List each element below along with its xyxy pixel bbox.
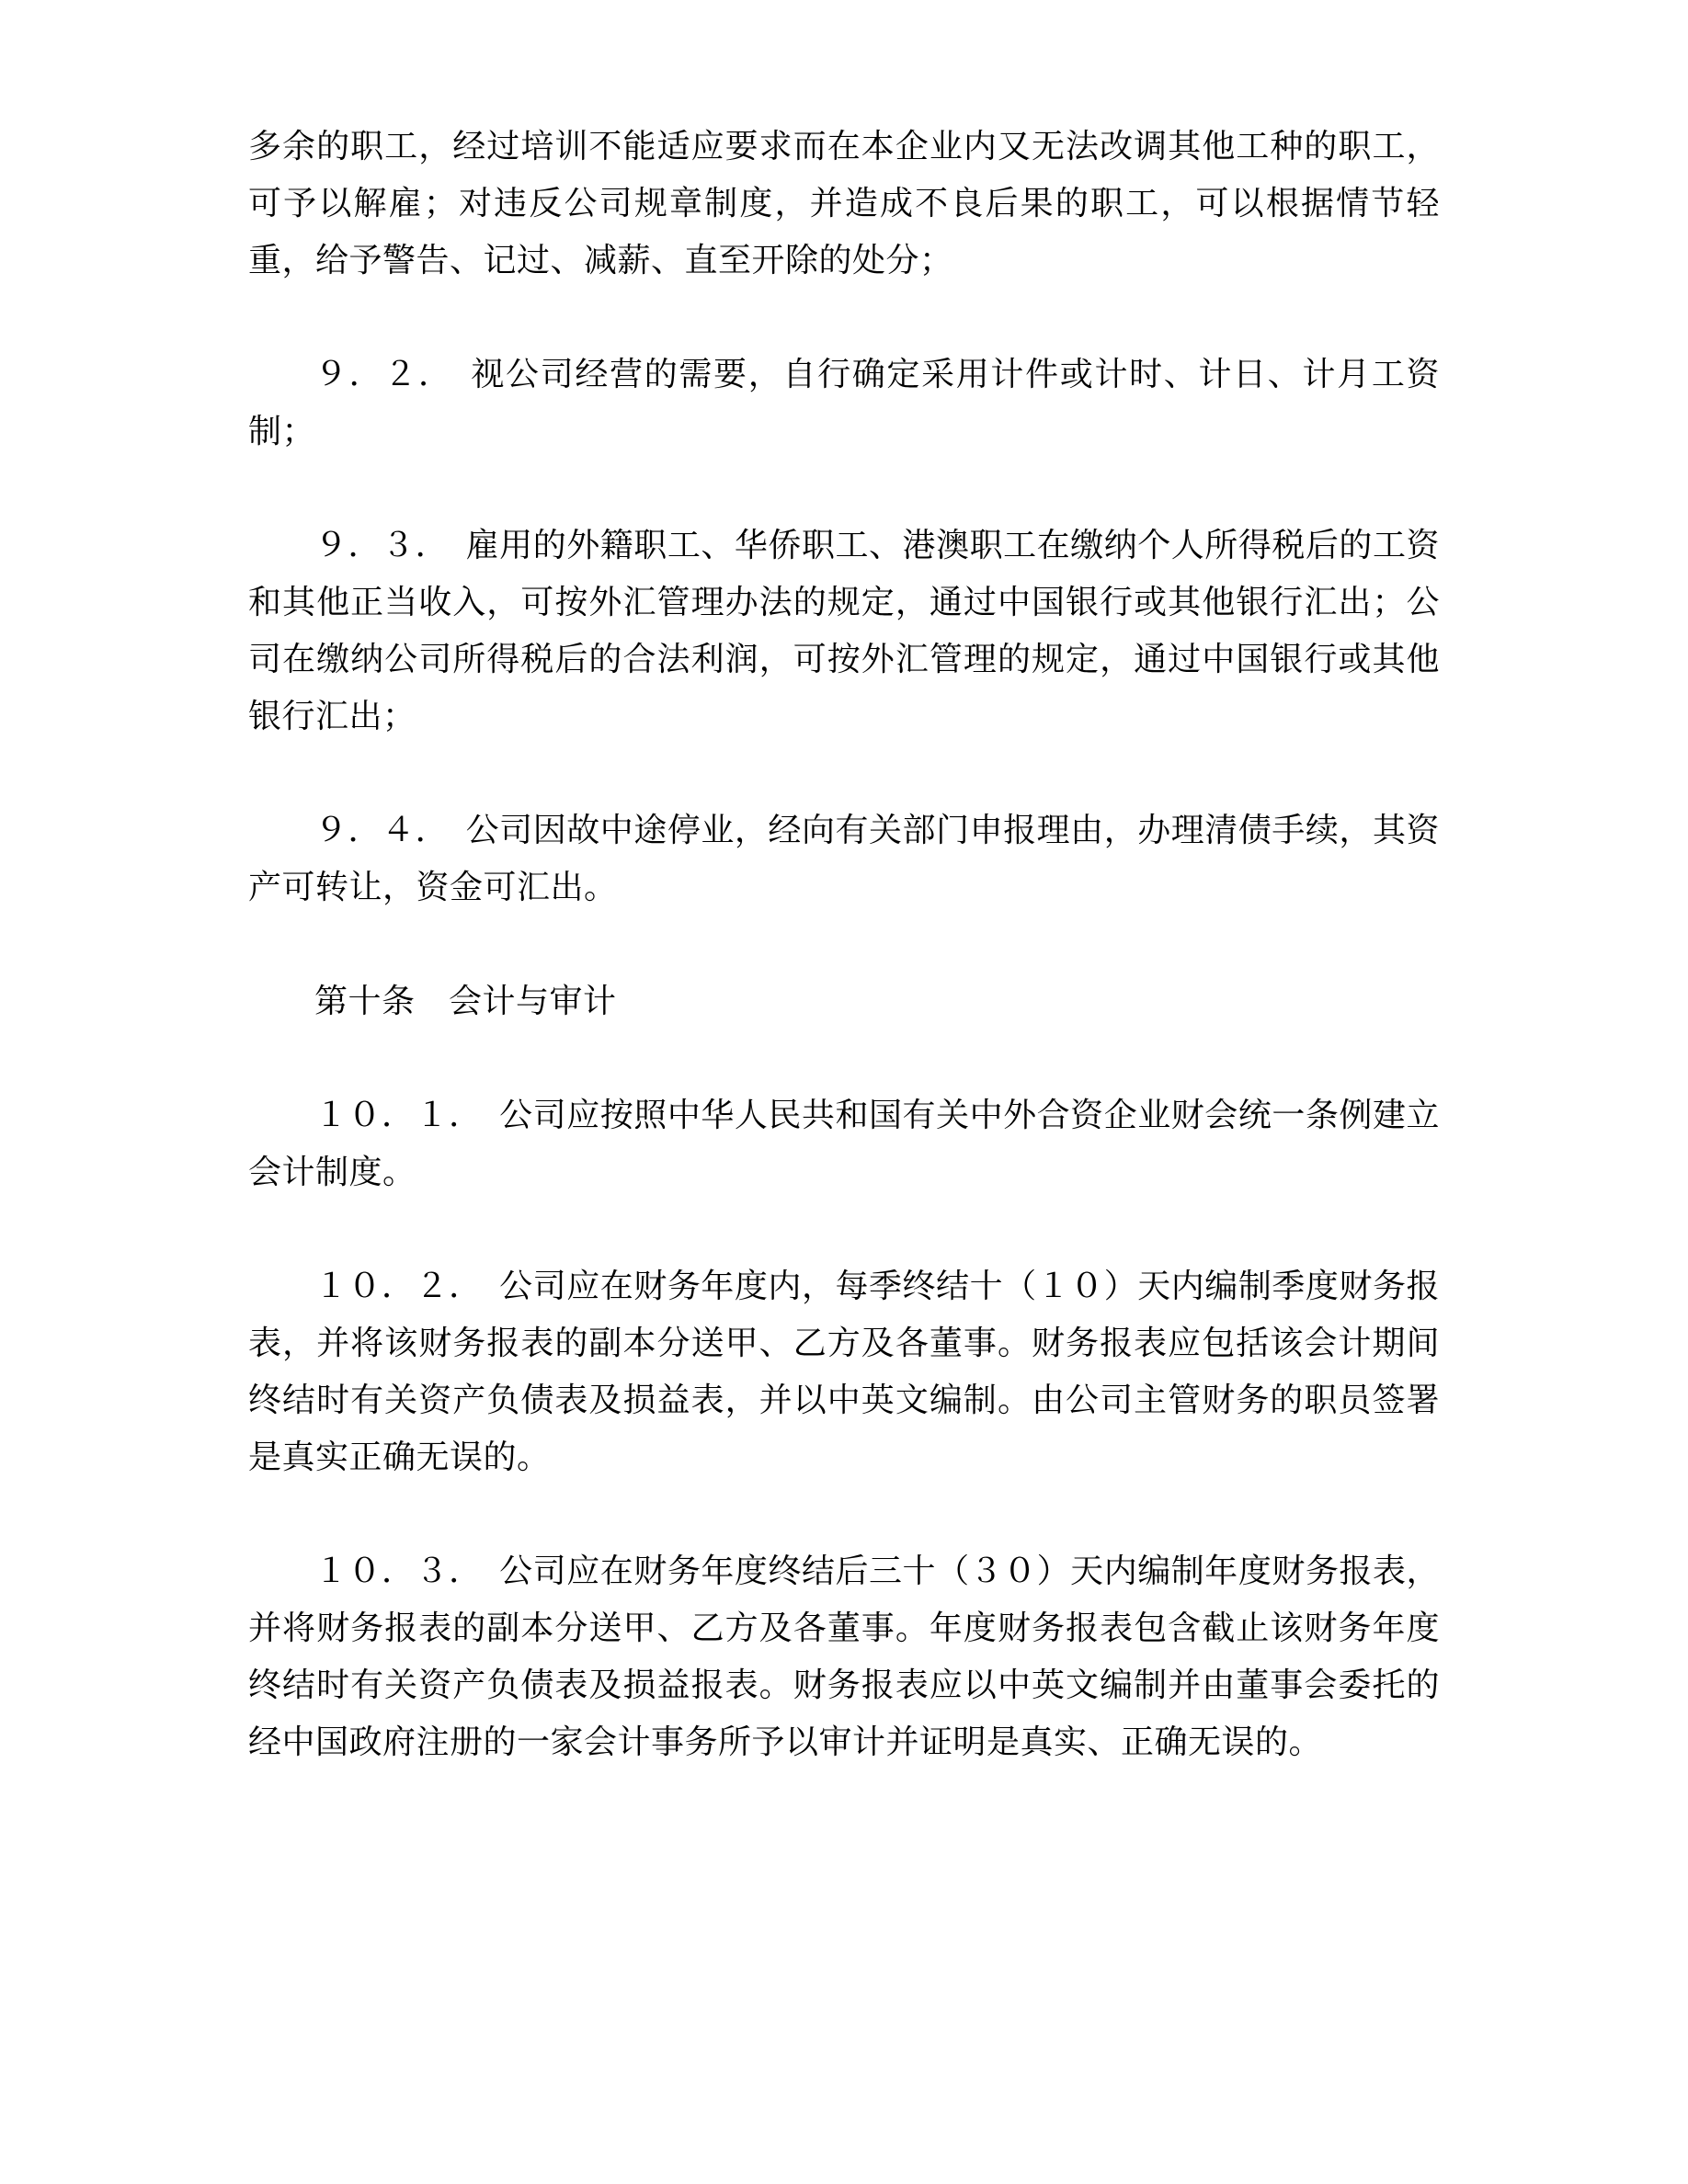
- paragraph: 多余的职工，经过培训不能适应要求而在本企业内又无法改调其他工种的职工，可予以解雇；对违反公司规章制度，并造成不良后果的职工，可以根据情节轻重，给予警告、记过、减薪、直至开除的处分；: [248, 128, 1440, 279]
- paragraph: １０．１． 公司应按照中华人民共和国有关中外合资企业财会统一条例建立会计制度。: [248, 1097, 1440, 1190]
- section-heading: 第十条 会计与审计: [314, 983, 617, 1019]
- paragraph: ９．４． 公司因故中途停业，经向有关部门申报理由，办理清债手续，其资产可转让，资金可汇出。: [248, 812, 1440, 905]
- paragraph: １０．３． 公司应在财务年度终结后三十（３０）天内编制年度财务报表，并将财务报表的副本分送甲、乙方及各董事。年度财务报表包含截止该财务年度终结时有关资产负债表及损益报表。财务报表应以中英文编制并由董事会委托的经中国政府注册的一家会计事务所予以审计并证明是真实、正确无误的。: [248, 1553, 1440, 1760]
- document-content: [248, 118, 1440, 1770]
- paragraph: ９．３． 雇用的外籍职工、华侨职工、港澳职工在缴纳个人所得税后的工资和其他正当收入，可按外汇管理办法的规定，通过中国银行或其他银行汇出；公司在缴纳公司所得税后的合法利润，可按外汇管理的规定，通过中国银行或其他银行汇出；: [248, 527, 1440, 734]
- paragraph: １０．２． 公司应在财务年度内，每季终结十（１０）天内编制季度财务报表，并将该财务报表的副本分送甲、乙方及各董事。财务报表应包括该会计期间终结时有关资产负债表及损益表，并以中英文编制。由公司主管财务的职员签署是真实正确无误的。: [248, 1268, 1440, 1475]
- paragraph: ９．２． 视公司经营的需要，自行确定采用计件或计时、计日、计月工资制；: [248, 356, 1440, 449]
